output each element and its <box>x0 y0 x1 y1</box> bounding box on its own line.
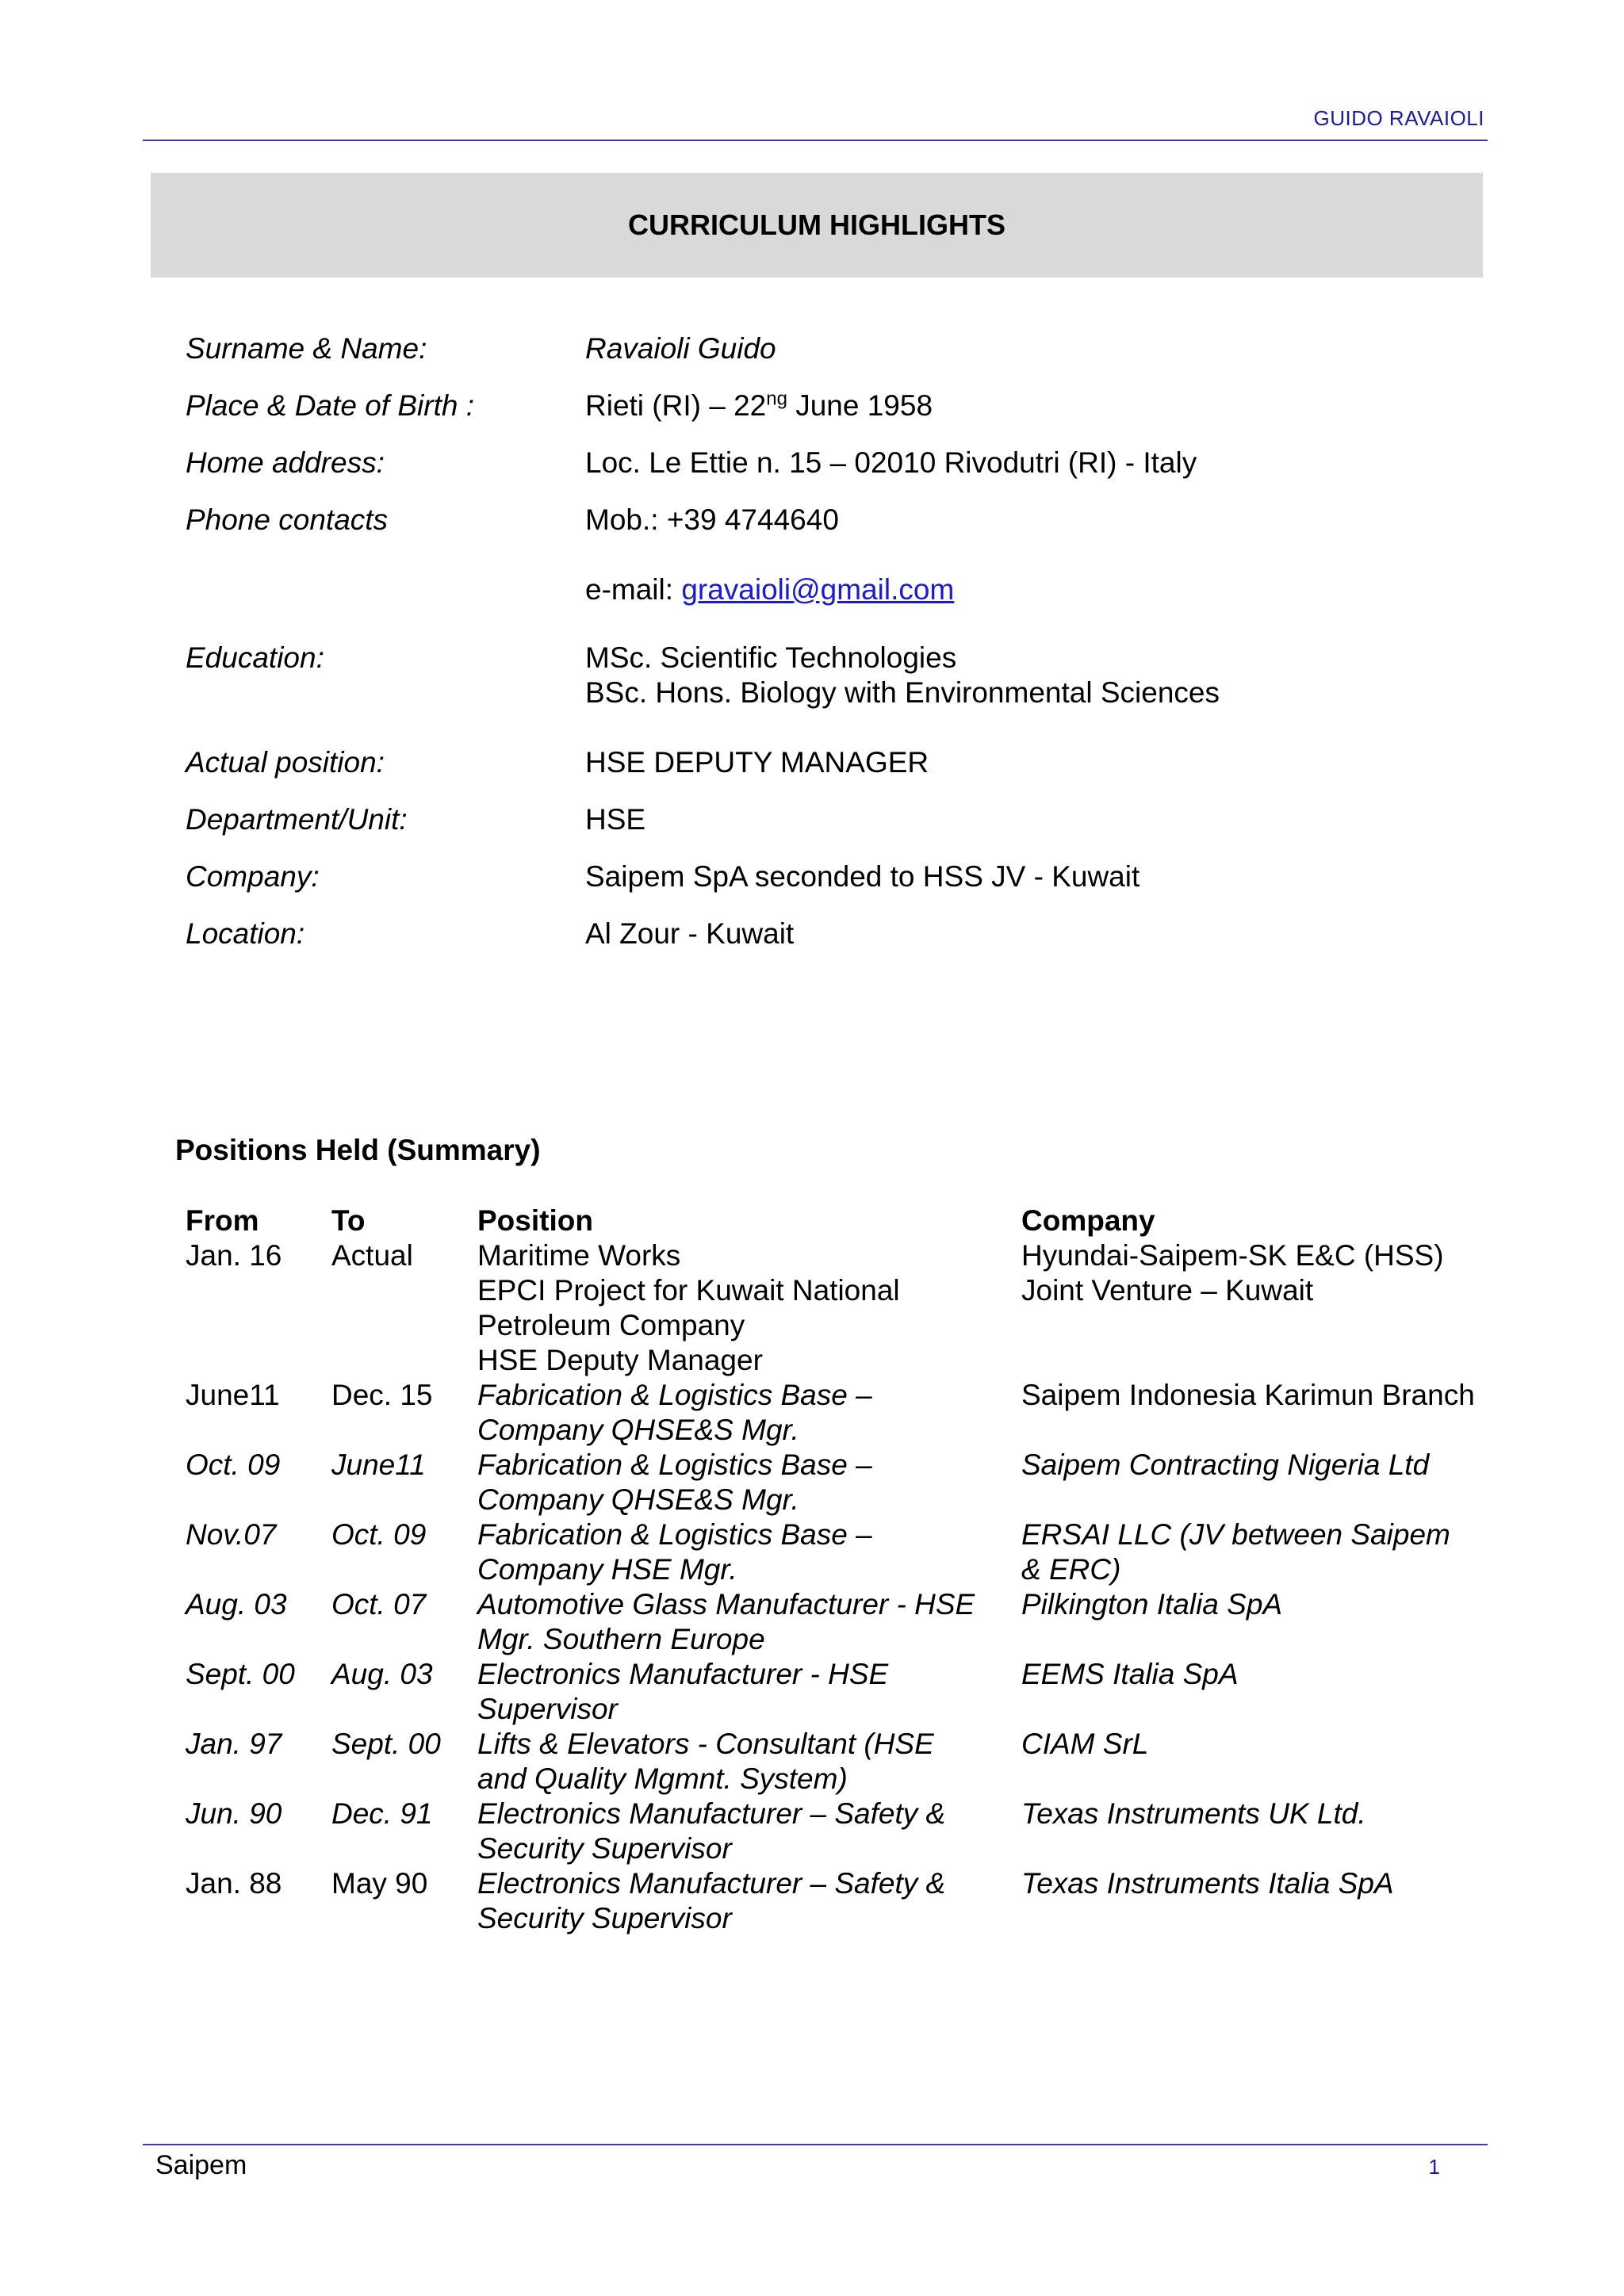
position-from: Aug. 03 <box>186 1588 287 1621</box>
position-row <box>186 1866 1502 1936</box>
position-row <box>186 1448 1502 1517</box>
document-title: CURRICULUM HIGHLIGHTS <box>628 209 1005 241</box>
position-title-line: HSE Deputy Manager <box>477 1344 763 1376</box>
position-title-line: Fabrication & Logistics Base – <box>477 1379 872 1411</box>
position-title-line: Mgr. Southern Europe <box>477 1623 765 1655</box>
email-label-spacer <box>186 572 585 607</box>
row-company <box>186 859 1454 894</box>
birth-value <box>585 388 1454 423</box>
position-company-line: ERSAI LLC (JV between Saipem <box>1021 1518 1450 1551</box>
surname-label: Surname & Name: <box>186 332 427 365</box>
position-company <box>1021 1517 1502 1587</box>
position-company <box>1021 1866 1502 1936</box>
row-location <box>186 916 1454 951</box>
position-to: June11 <box>331 1448 426 1481</box>
position-company-line: & ERC) <box>1021 1553 1121 1586</box>
company-value: Saipem SpA seconded to HSS JV - Kuwait <box>585 860 1140 893</box>
position-to: Oct. 09 <box>331 1518 427 1551</box>
position-company-line: Joint Venture – Kuwait <box>1021 1274 1314 1307</box>
position-to: Oct. 07 <box>331 1588 427 1621</box>
position-company-line: Texas Instruments Italia SpA <box>1021 1867 1394 1900</box>
position-company-line: Pilkington Italia SpA <box>1021 1588 1283 1621</box>
email-prefix: e-mail: <box>585 573 682 606</box>
page-number: 1 <box>1428 2155 1440 2179</box>
position-row <box>186 1797 1502 1866</box>
education-line: BSc. Hons. Biology with Environmental Sciences <box>585 676 1220 709</box>
row-address <box>186 446 1454 480</box>
row-position <box>186 745 1454 780</box>
row-birth <box>186 388 1454 423</box>
location-value: Al Zour - Kuwait <box>585 917 795 950</box>
position-to: Dec. 15 <box>331 1379 433 1411</box>
education-value <box>585 641 1454 710</box>
education-line: MSc. Scientific Technologies <box>585 641 957 674</box>
position-from: Jan. 97 <box>186 1728 282 1760</box>
position-company <box>1021 1448 1502 1517</box>
row-phone <box>186 503 1454 538</box>
position-company-line: EEMS Italia SpA <box>1021 1658 1239 1690</box>
header-author-name: GUIDO RAVAIOLI <box>1313 106 1484 130</box>
position-title <box>477 1448 1021 1517</box>
position-title-line: Fabrication & Logistics Base – <box>477 1518 872 1551</box>
position-to: Actual <box>331 1239 413 1272</box>
birth-superscript: ng <box>766 388 787 410</box>
row-surname <box>186 331 1454 366</box>
position-row <box>186 1517 1502 1587</box>
phone-label: Phone contacts <box>186 503 389 536</box>
email-link[interactable]: gravaioli@gmail.com <box>681 573 955 606</box>
position-label: Actual position: <box>186 746 385 779</box>
position-title-line: Company HSE Mgr. <box>477 1553 737 1586</box>
position-value: HSE DEPUTY MANAGER <box>585 746 929 779</box>
position-from: Jan. 88 <box>186 1867 282 1900</box>
position-company <box>1021 1657 1502 1727</box>
position-to: Sept. 00 <box>331 1728 441 1760</box>
position-from: Sept. 00 <box>186 1658 295 1690</box>
address-label: Home address: <box>186 446 385 479</box>
position-title-line: Electronics Manufacturer – Safety & <box>477 1867 946 1900</box>
header-to: To <box>331 1204 366 1237</box>
title-band <box>151 173 1483 277</box>
position-title-line: Security Supervisor <box>477 1902 732 1934</box>
position-to: May 90 <box>331 1867 428 1900</box>
position-from: Jan. 16 <box>186 1239 282 1272</box>
position-row <box>186 1238 1502 1378</box>
footer-rule <box>143 2144 1488 2145</box>
position-company-line: Saipem Indonesia Karimun Branch <box>1021 1379 1475 1411</box>
address-value: Loc. Le Ettie n. 15 – 02010 Rivodutri (RI) - Italy <box>585 446 1197 479</box>
position-title-line: Company QHSE&S Mgr. <box>477 1414 799 1446</box>
positions-table <box>186 1203 1502 1936</box>
position-from: Jun. 90 <box>186 1797 282 1830</box>
header-company: Company <box>1021 1204 1155 1237</box>
header-position: Position <box>477 1204 593 1237</box>
position-row <box>186 1657 1502 1727</box>
phone-value: Mob.: +39 4744640 <box>585 503 839 536</box>
position-company <box>1021 1238 1502 1378</box>
position-title-line: and Quality Mgmnt. System) <box>477 1762 848 1795</box>
position-from: Nov.07 <box>186 1518 277 1551</box>
position-company-line: Hyundai-Saipem-SK E&C (HSS) <box>1021 1239 1444 1272</box>
position-title <box>477 1866 1021 1936</box>
position-row <box>186 1727 1502 1797</box>
positions-section-title: Positions Held (Summary) <box>175 1134 541 1166</box>
position-title-line: Electronics Manufacturer - HSE <box>477 1658 889 1690</box>
footer-company: Saipem <box>155 2150 247 2180</box>
position-from: Oct. 09 <box>186 1448 281 1481</box>
position-company <box>1021 1797 1502 1866</box>
position-company-line: CIAM SrL <box>1021 1728 1149 1760</box>
position-to: Aug. 03 <box>331 1658 433 1690</box>
position-title-line: Electronics Manufacturer – Safety & <box>477 1797 946 1830</box>
birth-label: Place & Date of Birth : <box>186 389 475 422</box>
department-value: HSE <box>585 803 646 836</box>
header-rule <box>143 140 1488 141</box>
position-to: Dec. 91 <box>331 1797 433 1830</box>
surname-value: Ravaioli Guido <box>585 332 776 365</box>
position-company-line: Saipem Contracting Nigeria Ltd <box>1021 1448 1430 1481</box>
position-title-line: EPCI Project for Kuwait National <box>477 1274 900 1307</box>
position-title <box>477 1727 1021 1797</box>
position-from: June11 <box>186 1379 280 1411</box>
position-title <box>477 1587 1021 1657</box>
header-from: From <box>186 1204 259 1237</box>
row-email <box>186 572 1454 607</box>
positions-header-row <box>186 1203 1502 1238</box>
row-department <box>186 802 1454 837</box>
position-title-line: Security Supervisor <box>477 1832 732 1865</box>
position-title <box>477 1378 1021 1448</box>
position-title <box>477 1238 1021 1378</box>
position-title-line: Lifts & Elevators - Consultant (HSE <box>477 1728 934 1760</box>
birth-suffix: June 1958 <box>787 389 933 422</box>
position-company <box>1021 1378 1502 1448</box>
position-title <box>477 1517 1021 1587</box>
position-title-line: Automotive Glass Manufacturer - HSE <box>477 1588 975 1621</box>
birth-prefix: Rieti (RI) – 22 <box>585 389 767 422</box>
position-company <box>1021 1587 1502 1657</box>
personal-info <box>186 331 1454 951</box>
positions-body <box>186 1238 1502 1936</box>
position-company-line: Texas Instruments UK Ltd. <box>1021 1797 1366 1830</box>
position-row <box>186 1378 1502 1448</box>
position-company <box>1021 1727 1502 1797</box>
position-title-line: Maritime Works <box>477 1239 681 1272</box>
location-label: Location: <box>186 917 305 950</box>
education-label: Education: <box>186 641 324 674</box>
position-title-line: Supervisor <box>477 1693 618 1725</box>
position-row <box>186 1587 1502 1657</box>
email-value <box>585 572 1454 607</box>
department-label: Department/Unit: <box>186 803 408 836</box>
position-title-line: Fabrication & Logistics Base – <box>477 1448 872 1481</box>
position-title-line: Company QHSE&S Mgr. <box>477 1483 799 1516</box>
position-title-line: Petroleum Company <box>477 1309 745 1341</box>
position-title <box>477 1797 1021 1866</box>
company-label: Company: <box>186 860 320 893</box>
position-title <box>477 1657 1021 1727</box>
row-education <box>186 641 1454 710</box>
